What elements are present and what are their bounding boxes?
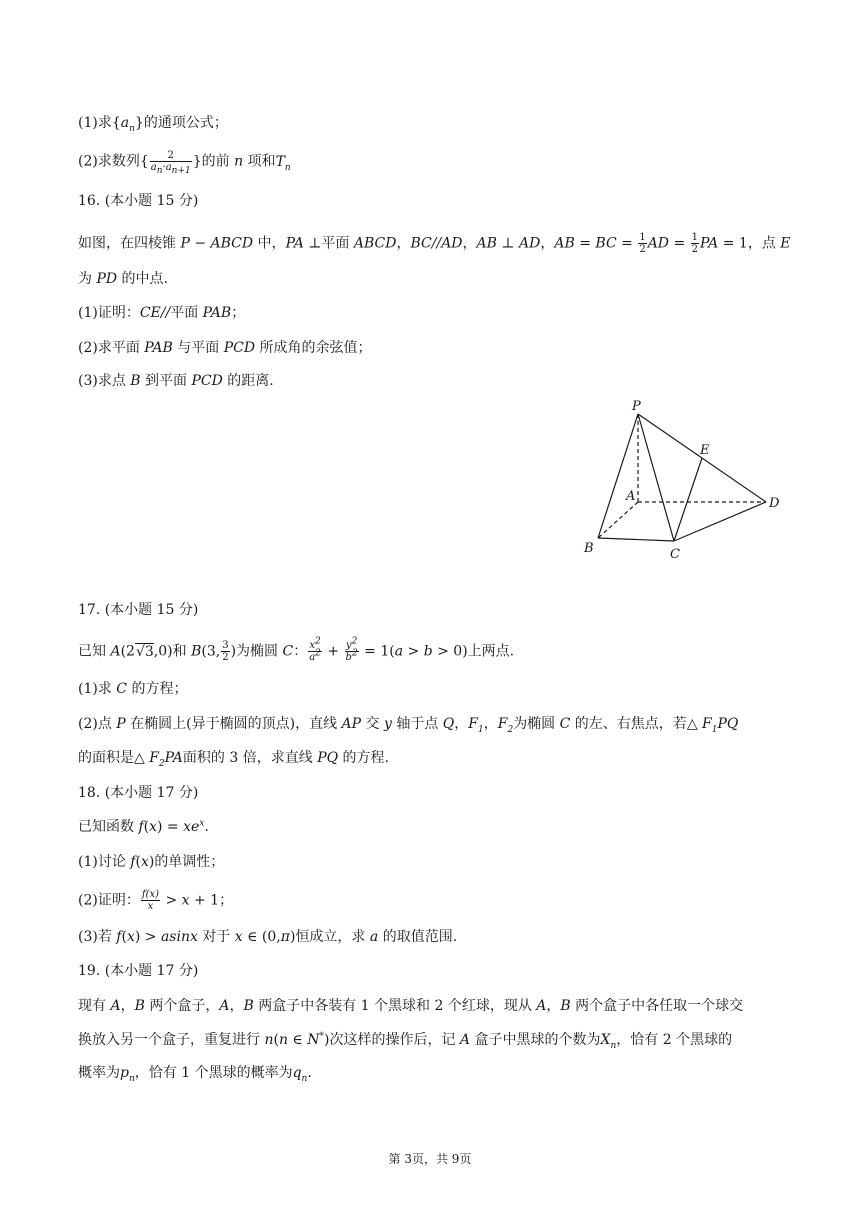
q17-part2-line1: (2)点 P 在椭圆上(异于椭圆的顶点)，直线 AP 交 y 轴于点 Q，$F_1$，$F_2$为椭圆 C 的左、右焦点，若△ $F_1PQ$ xyxy=(78,716,739,735)
q19-line3: 概率为$p_n$，恰有 1 个黑球的概率为$q_n$. xyxy=(78,1065,312,1084)
q16-part3: (3)求点 B 到平面 PCD 的距离. xyxy=(78,373,274,389)
edge-CD xyxy=(674,502,766,541)
q18-part2: (2)证明： $\frac{f(x)}{x}$ > x + 1； xyxy=(78,889,234,912)
pyramid-figure xyxy=(570,396,790,566)
q16-stem-line2: 为 PD 的中点. xyxy=(78,271,169,287)
q19-line1: 现有 A，B 两个盒子，A，B 两盒子中各装有 1 个黑球和 2 个红球，现从 A，B 两个盒子中各任取一个球交 xyxy=(78,998,744,1014)
label-P: P xyxy=(632,399,641,414)
q18-part3: (3)若 f(x) > asinx 对于 x ∈ (0,π)恒成立，求 a 的取值范围. xyxy=(78,929,458,945)
q18-heading: 18. (本小题 17 分) xyxy=(78,785,199,801)
q16-heading: 16. (本小题 15 分) xyxy=(78,193,199,209)
q17-part1: (1)求 C 的方程； xyxy=(78,681,188,697)
q15-part1: (1)求$\{a_n\}$的通项公式； xyxy=(78,115,228,134)
edge-PB xyxy=(598,414,638,538)
q17-stem: 已知 A(2√3,0)和 B(3, $\frac{3}{2}$ )为椭圆 C： $\frac{x^2}{a^2}$ + $\frac{y^2}{b^2}$ = 1(a > b > 0)上两点. xyxy=(78,636,515,663)
label-B: B xyxy=(584,541,594,556)
q19-heading: 19. (本小题 17 分) xyxy=(78,963,199,979)
segment-CE xyxy=(674,458,702,541)
q15-part2: (2)求数列{ $\frac{2}{a_n\cdot a_{n+1}}$ }的前 n 项和$T_n$ xyxy=(78,150,291,176)
edge-BC xyxy=(598,538,674,541)
math-an: $a_n$ xyxy=(120,115,135,134)
q18-part1: (1)讨论 f(x)的单调性； xyxy=(78,854,225,870)
q17-heading: 17. (本小题 15 分) xyxy=(78,602,199,618)
label-C: C xyxy=(670,547,680,562)
q19-line2: 换放入另一个盒子，重复进行 n(n ∈ N*)次这样的操作后，记 A 盒子中黑球的个数为$X_n$，恰有 2 个黑球的 xyxy=(78,1031,733,1051)
edge-PC xyxy=(638,414,674,541)
label-D: D xyxy=(769,496,780,511)
page-footer: 第 3页，共 9页 xyxy=(388,1152,472,1166)
q18-stem: 已知函数 $f(x) = xe^x$. xyxy=(78,818,209,835)
q16-part1: (1)证明：CE//平面 PAB； xyxy=(78,305,246,321)
q16-part2: (2)求平面 PAB 与平面 PCD 所成角的余弦值； xyxy=(78,340,372,356)
label-E: E xyxy=(700,443,710,458)
fraction: $\frac{2}{a_n\cdot a_{n+1}}$ xyxy=(150,150,191,176)
q17-part2-line2: 的面积是△ $F_2PA$面积的 3 倍，求直线 PQ 的方程. xyxy=(78,750,389,769)
q16-stem-line1: 如图，在四棱锥 P − ABCD 中，PA ⊥平面 ABCD，BC//AD，AB ⊥ AD，AB = BC = $\frac{1}{2}$ AD = $\frac{1}{2}$ PA = 1，点 E xyxy=(78,232,791,255)
label-A: A xyxy=(626,489,636,504)
